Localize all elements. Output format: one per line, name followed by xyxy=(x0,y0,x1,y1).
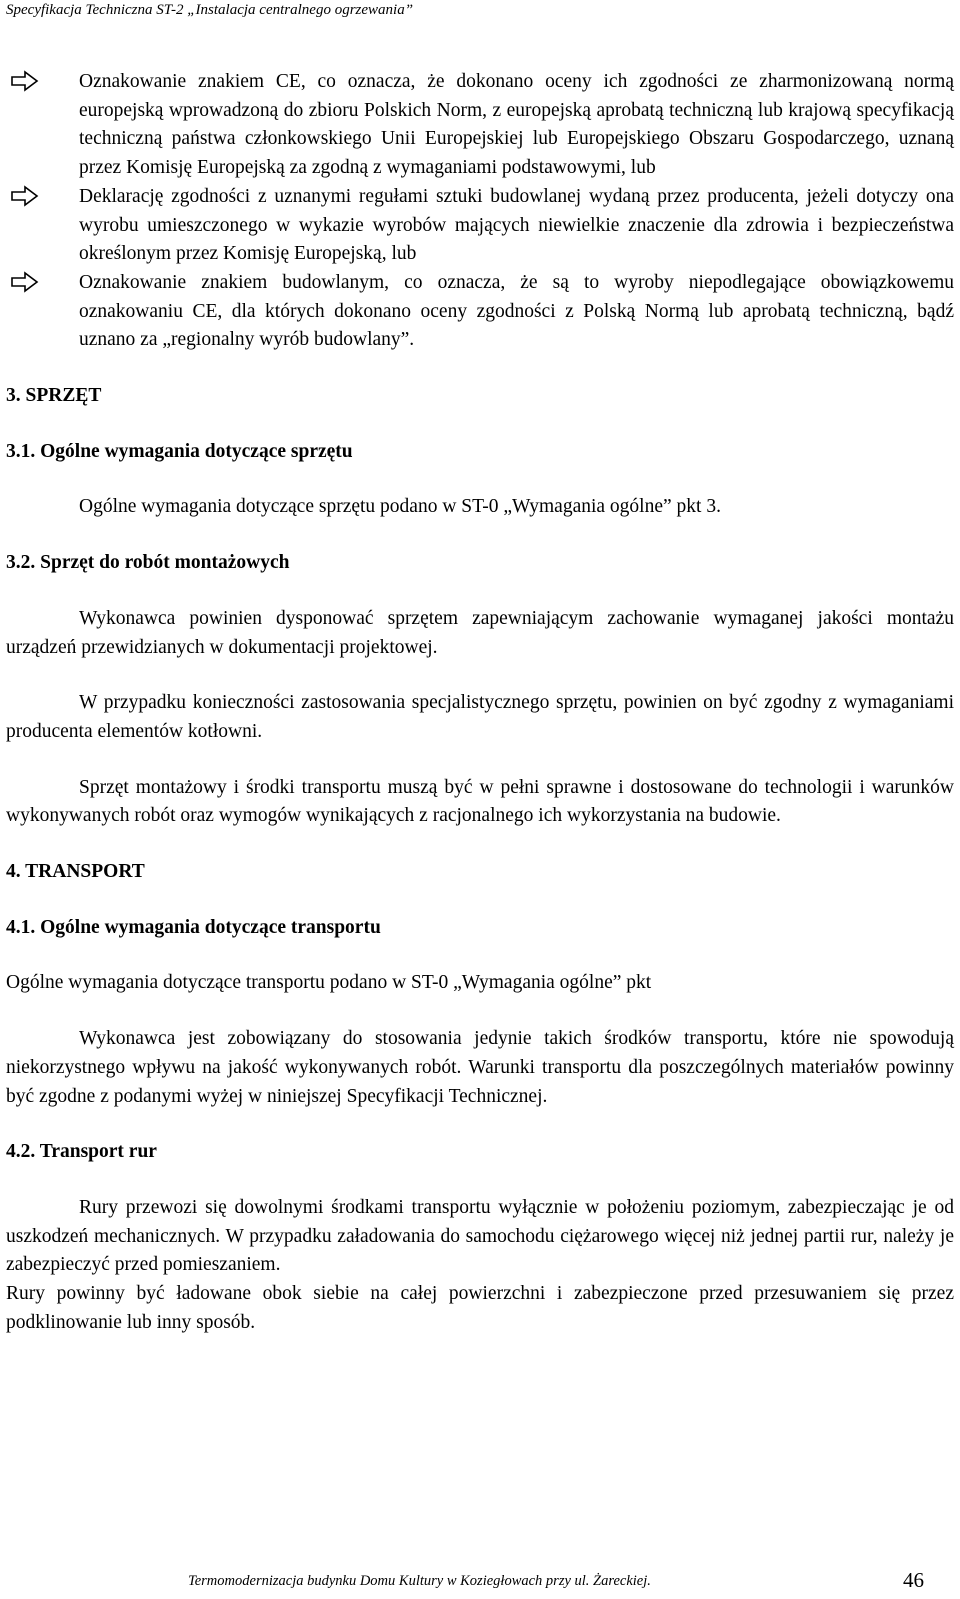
paragraph: W przypadku konieczności zastosowania specjalistycznego sprzętu, powinien on być zgodny z wymaganiami producenta elementów kotłowni. xyxy=(6,692,954,742)
list-item xyxy=(6,269,954,355)
list-item xyxy=(6,183,954,269)
list-item xyxy=(6,68,954,183)
section-heading: 4. TRANSPORT xyxy=(6,861,145,883)
subsection-heading: 4.1. Ogólne wymagania dotyczące transportu xyxy=(6,916,381,938)
subsection-heading: 3.2. Sprzęt do robót montażowych xyxy=(6,552,290,574)
page-header: Specyfikacja Techniczna ST-2 „Instalacja centralnego ogrzewania” xyxy=(6,2,414,18)
paragraph: Rury powinny być ładowane obok siebie na całej powierzchni i zabezpieczone przed przesuwaniem się przez podklinowanie lub inny sposób. xyxy=(6,1283,954,1333)
list-item-text: Oznakowanie znakiem CE, co oznacza, że dokonano oceny ich zgodności ze zharmonizowaną normą europejską wprowadzoną do zbioru Polskich Norm, z europejską aprobatą techniczną lub krajową specyfikacją techniczną państwa członkowskiego Unii Europejskiej lub Europejskiego Obszaru Gospodarczego, uznaną przez Komisję Europejską za zgodną z wymaganiami podstawowymi, lub xyxy=(79,71,954,179)
list-item-text: Oznakowanie znakiem budowlanym, co oznacza, że są to wyroby niepodlegające obowiązkowemu oznakowaniu CE, dla których dokonano oceny zgodności z Polską Normą lub aprobatą techniczną, bądź uznano za „regionalny wyrób budowlany”. xyxy=(79,271,954,351)
arrow-right-icon xyxy=(10,185,40,207)
page-number: 46 xyxy=(903,1568,924,1592)
page-footer: Termomodernizacja budynku Domu Kultury w Koziegłowach przy ul. Żareckiej. xyxy=(188,1573,651,1589)
paragraph: Sprzęt montażowy i środki transportu muszą być w pełni sprawne i dostosowane do technologii i warunków wykonywanych robót oraz wymogów wynikających z racjonalnego ich wykorzystania na budowie. xyxy=(6,776,954,827)
subsection-heading: 3.1. Ogólne wymagania dotyczące sprzętu xyxy=(6,440,353,462)
arrow-right-icon xyxy=(10,271,40,293)
section-heading: 3. SPRZĘT xyxy=(6,385,102,407)
list-item-text: Deklarację zgodności z uznanymi regułami sztuki budowlanej wydaną przez producenta, jeżeli dotyczy ona wyrobu umieszczonego w wykazie wyrobów mających niewielkie znaczenie dla zdrowia i bezpieczeństwa określonym przez Komisję Europejską, lub xyxy=(79,185,954,265)
paragraph: Ogólne wymagania dotyczące sprzętu podano w ST-0 „Wymagania ogólne” pkt 3. xyxy=(79,496,721,518)
subsection-heading: 4.2. Transport rur xyxy=(6,1141,157,1163)
arrow-right-icon xyxy=(10,70,40,92)
document-body xyxy=(6,68,954,1338)
paragraph: Ogólne wymagania dotyczące transportu podano w ST-0 „Wymagania ogólne” pkt xyxy=(6,972,652,994)
paragraph: Wykonawca jest zobowiązany do stosowania jedynie takich środków transportu, które nie spowodują niekorzystnego wpływu na jakość wykonywanych robót. Warunki transportu dla poszczególnych materiałów powinny być zgodne z podanymi wyżej w niniejszej Specyfikacji Technicznej. xyxy=(6,1028,954,1107)
paragraph: Wykonawca powinien dysponować sprzętem zapewniającym zachowanie wymaganej jakości montażu urządzeń przewidzianych w dokumentacji projektowej. xyxy=(6,607,954,658)
paragraph: Rury przewozi się dowolnymi środkami transportu wyłącznie w położeniu poziomym, zabezpieczając je od uszkodzeń mechanicznych. W przypadku załadowania do samochodu ciężarowego więcej niż jednej partii rur, należy je zabezpieczyć przed pomieszaniem. xyxy=(6,1196,954,1276)
